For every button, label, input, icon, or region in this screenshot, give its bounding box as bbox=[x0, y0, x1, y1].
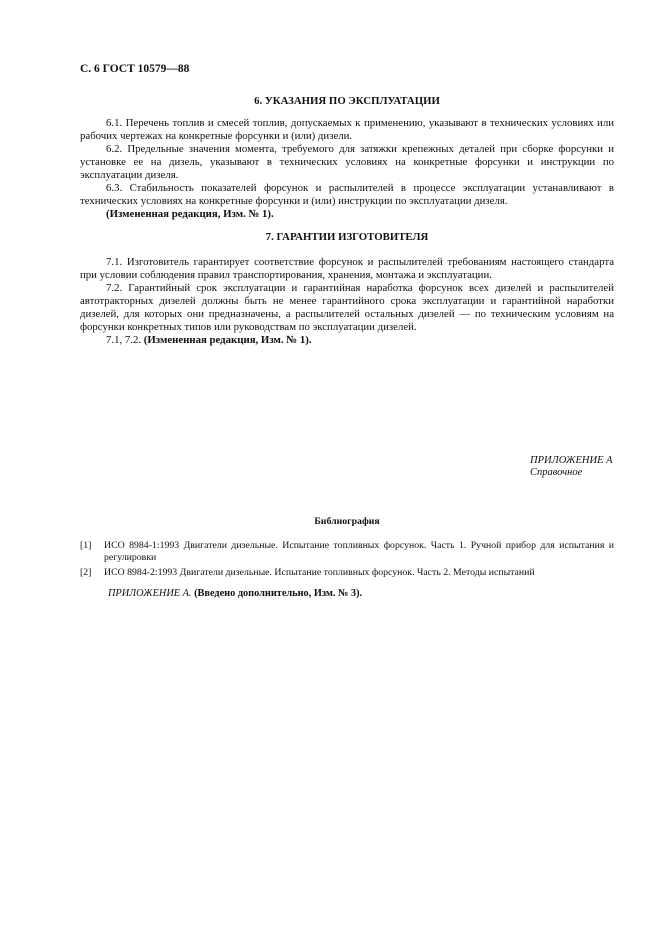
footnote-bold: (Введено дополнительно, Изм. № 3). bbox=[194, 588, 363, 599]
edition-note-prefix: 7.1, 7.2. bbox=[106, 334, 142, 346]
appendix-title: ПРИЛОЖЕНИЕ А bbox=[530, 455, 613, 466]
bibliography-title: Библиография bbox=[314, 516, 380, 527]
section-7-heading: 7. ГАРАНТИИ ИЗГОТОВИТЕЛЯ bbox=[265, 231, 429, 243]
section-7-edition-note bbox=[80, 334, 614, 347]
section-6-heading: 6. УКАЗАНИЯ ПО ЭКСПЛУАТАЦИИ bbox=[254, 95, 440, 107]
bibliography-number: [2] bbox=[80, 567, 92, 578]
edition-note-text: (Измененная редакция, Изм. № 1). bbox=[143, 334, 312, 346]
appendix-label bbox=[500, 455, 614, 479]
bibliography-text: ИСО 8984-2:1993 Двигатели дизельные. Испытание топливных форсунок. Часть 2. Методы испытаний bbox=[104, 567, 535, 578]
bibliography-text: ИСО 8984-1:1993 Двигатели дизельные. Испытание топливных форсунок. Часть 1. Ручной прибор для испытания и регулировки bbox=[104, 540, 614, 563]
paragraph-6-3: 6.3. Стабильность показателей форсунок и распылителей в процессе эксплуатации устанавливают в технических условиях на конкретные форсунки и (или) инструкции по эксплуатации дизеля. bbox=[80, 182, 614, 207]
paragraph-7-1: 7.1. Изготовитель гарантирует соответствие форсунок и распылителей требованиям настоящего стандарта при условии соблюдения правил транспортирования, хранения, монтажа и эксплуатации. bbox=[80, 256, 614, 281]
bibliography-item bbox=[80, 540, 614, 564]
appendix-footnote bbox=[108, 588, 362, 599]
bibliography-item bbox=[80, 567, 614, 579]
section-6 bbox=[80, 95, 614, 221]
page-header: С. 6 ГОСТ 10579—88 bbox=[80, 63, 190, 75]
paragraph-6-1: 6.1. Перечень топлив и смесей топлив, допускаемых к применению, указывают в технических условиях или рабочих чертежах на конкретные форсунки и (или) дизели. bbox=[80, 117, 614, 142]
section-6-edition-note: (Измененная редакция, Изм. № 1). bbox=[106, 208, 274, 220]
bibliography-list bbox=[80, 540, 614, 582]
appendix-subtitle: Справочное bbox=[530, 467, 583, 478]
section-7 bbox=[80, 231, 614, 347]
bibliography-number: [1] bbox=[80, 540, 92, 551]
paragraph-6-2: 6.2. Предельные значения момента, требуемого для затяжки крепежных деталей при сборке форсунки и установке ее на дизель, указывают в технических условиях на конкретные форсунки и инструкции по эксплуатации дизеля. bbox=[80, 143, 614, 181]
footnote-italic: ПРИЛОЖЕНИЕ А. bbox=[108, 588, 192, 599]
paragraph-7-2: 7.2. Гарантийный срок эксплуатации и гарантийная наработка форсунок всех дизелей и распылителей автотракторных дизелей должны быть не менее гарантийного срока эксплуатации и гарантийной наработки дизелей, для которых они предназначены, а распылителей остальных дизелей — по техническим условиям на форсунки конкретных типов или руководствам по эксплуатации дизелей. bbox=[80, 282, 614, 333]
